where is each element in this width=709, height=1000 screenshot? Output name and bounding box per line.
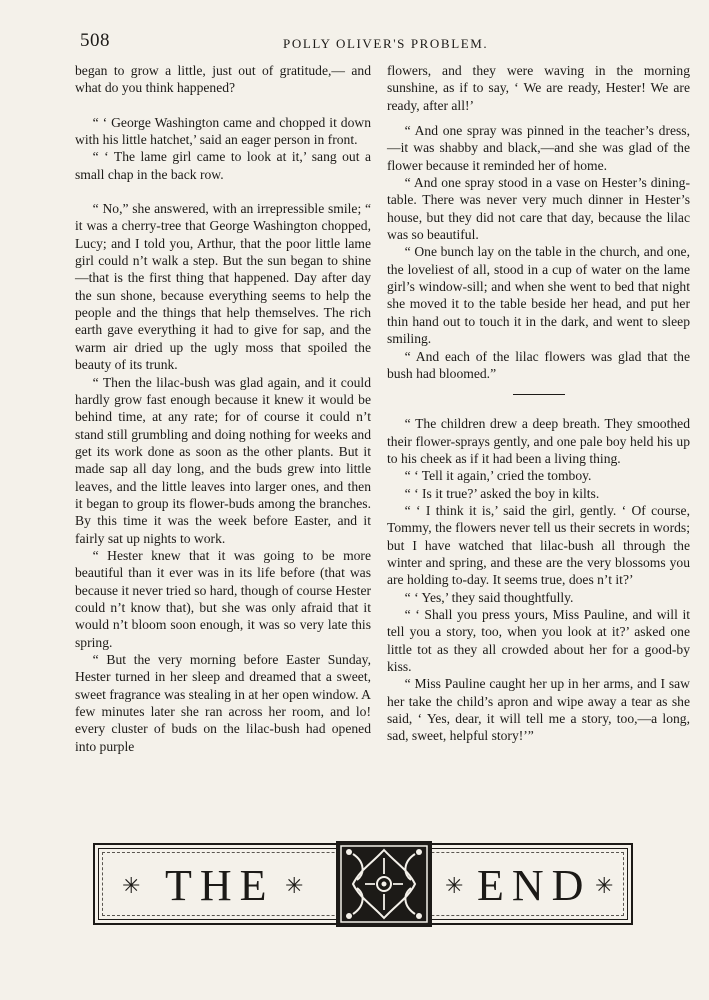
paragraph: “ ‘ Tell it again,’ cried the tomboy. [404,468,592,484]
the-word: THE [165,861,275,910]
right-column [387,62,690,745]
star-ornament-icon: ✳ [445,873,464,898]
paragraph: “ One bunch lay on the table in the church, and one, the loveliest of all, stood in a cup of water on the lame girl’s window-sill; and when she went to bed that night she moved it to the table beside her head, and put her thin hand out to touch it in the dark, and went to sleep smiling. [387,244,690,347]
decorative-ornament-icon [335,840,433,928]
paragraph: “ But the very morning before Easter Sunday, Hester turned in her sleep and dreamed that a sweet, sweet fragrance was stealing in at her open window. A few minutes later she ran across her room, and lo! every cluster of buds on the lilac-bush had opened into purple [75,652,371,754]
paragraph: “ Then the lilac-bush was glad again, and it could hardly grow fast enough because it knew it would be behind time, at any rate; for of course it could n’t stand still grumbling and doing nothing for weeks and get its work done as soon as the other plants. But it made sap all day long, and the buds grew into little leaves, and the little leaves into larger ones, and then it began to group its flower-buds among the branches. By this time it was the week before Easter, and it fairly sat up nights to work. [75,374,371,546]
paragraph: “ ‘ Yes,’ they said thoughtfully. [404,589,574,605]
paragraph: “ Hester knew that it was going to be more beautiful than it ever was in its life before (that was because it never tried so hard, though of course Hester could n’t know that), but she was only afraid that it would n’t bloom soon enough, it was so very late this spring. [75,547,371,650]
paragraph: “ And one spray was pinned in the teacher’s dress,—it was shabby and black,—and she was glad of the flower because it reminded her of home. [387,123,690,173]
end-word: END [477,861,592,910]
paragraph: began to grow a little, just out of gratitude,— and what do you think happened? [75,63,371,96]
paragraph: “ ‘ The lame girl came to look at it,’ sang out a small chap in the back row. [75,149,371,182]
paragraph: “ No,” she answered, with an irrepressible smile; “ it was a cherry-tree that George Washington chopped, Lucy; and I told you, Arthur, that the poor little lame girl could n’t walk a step. But the sun began to shine—that is the first thing that happened. Day after day the sun shone, because everything seems to help the people and the things that help themselves. The rich earth gave everything it had to give for sap, and the warm air dried up the ugly moss that spoiled the beauty of its trunk. [75,201,371,373]
left-column [75,62,371,755]
paragraph: “ ‘ George Washington came and chopped it down with his little hatchet,’ said an eager person in front. [75,114,371,148]
page-number: 508 [80,30,110,51]
paragraph: “ Miss Pauline caught her up in her arms, and I saw her take the child’s apron and wipe away a tear as she said, ‘ Yes, dear, it will tell me a story, too,—a long, sad, sweet, helpful story!’” [387,676,690,744]
section-divider [513,394,565,395]
star-ornament-icon: ✳ [122,873,141,898]
star-ornament-icon: ✳ [595,873,614,898]
paragraph: “ And one spray stood in a vase on Hester’s dining-table. There was never very much dinner in Hester’s house, but they did not care that day, because the lilac was so beautiful. [387,175,690,243]
running-head: POLLY OLIVER'S PROBLEM. [283,36,489,51]
paragraph: “ And each of the lilac flowers was glad that the bush had bloomed.” [387,348,690,381]
paragraph: “ The children drew a deep breath. They smoothed their flower-sprays gently, and one pale boy held his up to his cheek as if it had been a living thing. [387,416,690,466]
paragraph: “ ‘ Shall you press yours, Miss Pauline, and will it tell you a story, too, when you look at it?’ asked one little tot as they all crowded about her for a good-by kiss. [387,606,690,674]
paragraph: “ ‘ Is it true?’ asked the boy in kilts. [404,485,600,501]
star-ornament-icon: ✳ [285,873,304,898]
paragraph: “ ‘ I think it is,’ said the girl, gently. ‘ Of course, Tommy, the flowers never tell us their secrets in words; but I have watched that lilac-bush all through the winter and spring, and these are the very blossoms you are holding to-day. It seems true, does n’t it?’ [387,502,690,588]
paragraph: flowers, and they were waving in the morning sunshine, as if to say, ‘ We are ready, Hester! We are ready, after all!’ [387,63,690,113]
the-end-banner [93,843,633,925]
